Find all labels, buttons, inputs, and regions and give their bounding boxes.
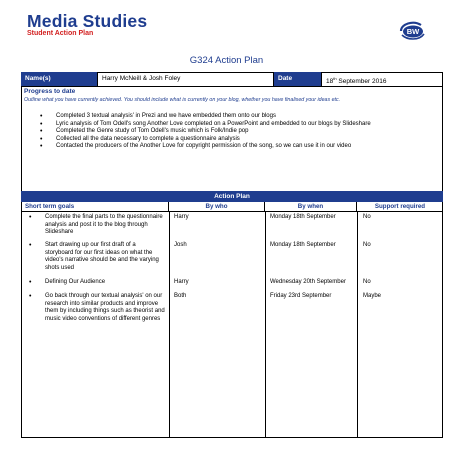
who-cell: Josh: [174, 242, 187, 248]
progress-title: Progress to date: [24, 88, 76, 95]
divider: [21, 86, 443, 87]
names-label: Name(s): [21, 72, 98, 86]
bullet-icon: •: [29, 214, 32, 221]
date-value: 18th September 2016: [326, 76, 387, 86]
names-row: [21, 72, 443, 86]
support-cell: No: [363, 214, 371, 220]
column-header-when: By when: [265, 202, 357, 211]
table-header: [21, 202, 443, 212]
brand-subtitle: Student Action Plan: [27, 30, 94, 37]
column-header-who: By who: [169, 202, 265, 211]
list-item: • Lyric analysis of Tom Odell's song Another Love completed on a PowerPoint and embedded to our blogs by Slideshare: [40, 121, 440, 129]
goal-text: Complete the final parts to the questionnaire analysis and post it to the blog through Slideshare: [45, 214, 163, 236]
table-row: [21, 242, 443, 272]
who-cell: Harry: [174, 214, 189, 220]
column-header-goals: Short term goals: [21, 202, 169, 211]
names-value: Harry McNeill & Josh Foley: [98, 72, 274, 86]
support-cell: No: [363, 242, 371, 248]
page-title: G324 Action Plan: [189, 55, 264, 66]
logo-text: BW: [406, 27, 420, 37]
when-cell: Monday 18th September: [270, 242, 336, 248]
when-cell: Monday 18th September: [270, 214, 336, 220]
when-cell: Friday 23rd September: [270, 293, 332, 299]
when-cell: Wednesday 20th September: [270, 279, 346, 285]
list-item: • Completed 3 textual analysis' in Prezi and we have embedded them onto our blogs: [40, 113, 440, 121]
bullet-icon: •: [29, 293, 32, 300]
list-item: • Completed the Genre study of Tom Odell's music which is Folk/Indie pop: [40, 128, 440, 136]
list-item: • Collected all the data necessary to complete a questionnaire analysis: [40, 136, 440, 144]
column-header-support: Support required: [374, 203, 426, 210]
goal-text: Go back through our textual analysis' on our research into similar products and improve them by including things such as theorist and music video conventions of different genres: [45, 293, 165, 322]
table-row: [21, 293, 443, 323]
who-cell: Harry: [174, 279, 189, 285]
college-logo-icon: [399, 21, 426, 41]
date-label: Date: [274, 72, 322, 86]
progress-list: [40, 113, 440, 151]
goal-text: Defining Our Audience: [45, 279, 106, 285]
table-row: [21, 214, 443, 237]
goal-text: Start drawing up our first draft of a storyboard for our first ideas on what the video's narrative should be and the varying shots used: [45, 242, 159, 271]
support-cell: No: [363, 279, 371, 285]
bullet-icon: •: [29, 242, 32, 249]
header: [0, 0, 453, 44]
support-cell: Maybe: [363, 293, 382, 299]
action-plan-heading: Action Plan: [21, 191, 443, 202]
table-row: [21, 279, 443, 287]
list-item: • Contacted the producers of the Another Love for copyright permission of the song, so we can use it in our video: [40, 143, 440, 151]
progress-note: Outline what you have currently achieved. You should include what is currently on your blog, whether you have finalised your ideas etc.: [24, 97, 341, 103]
bullet-icon: •: [29, 279, 32, 286]
who-cell: Both: [174, 293, 187, 299]
brand-title: Media Studies: [27, 11, 148, 31]
